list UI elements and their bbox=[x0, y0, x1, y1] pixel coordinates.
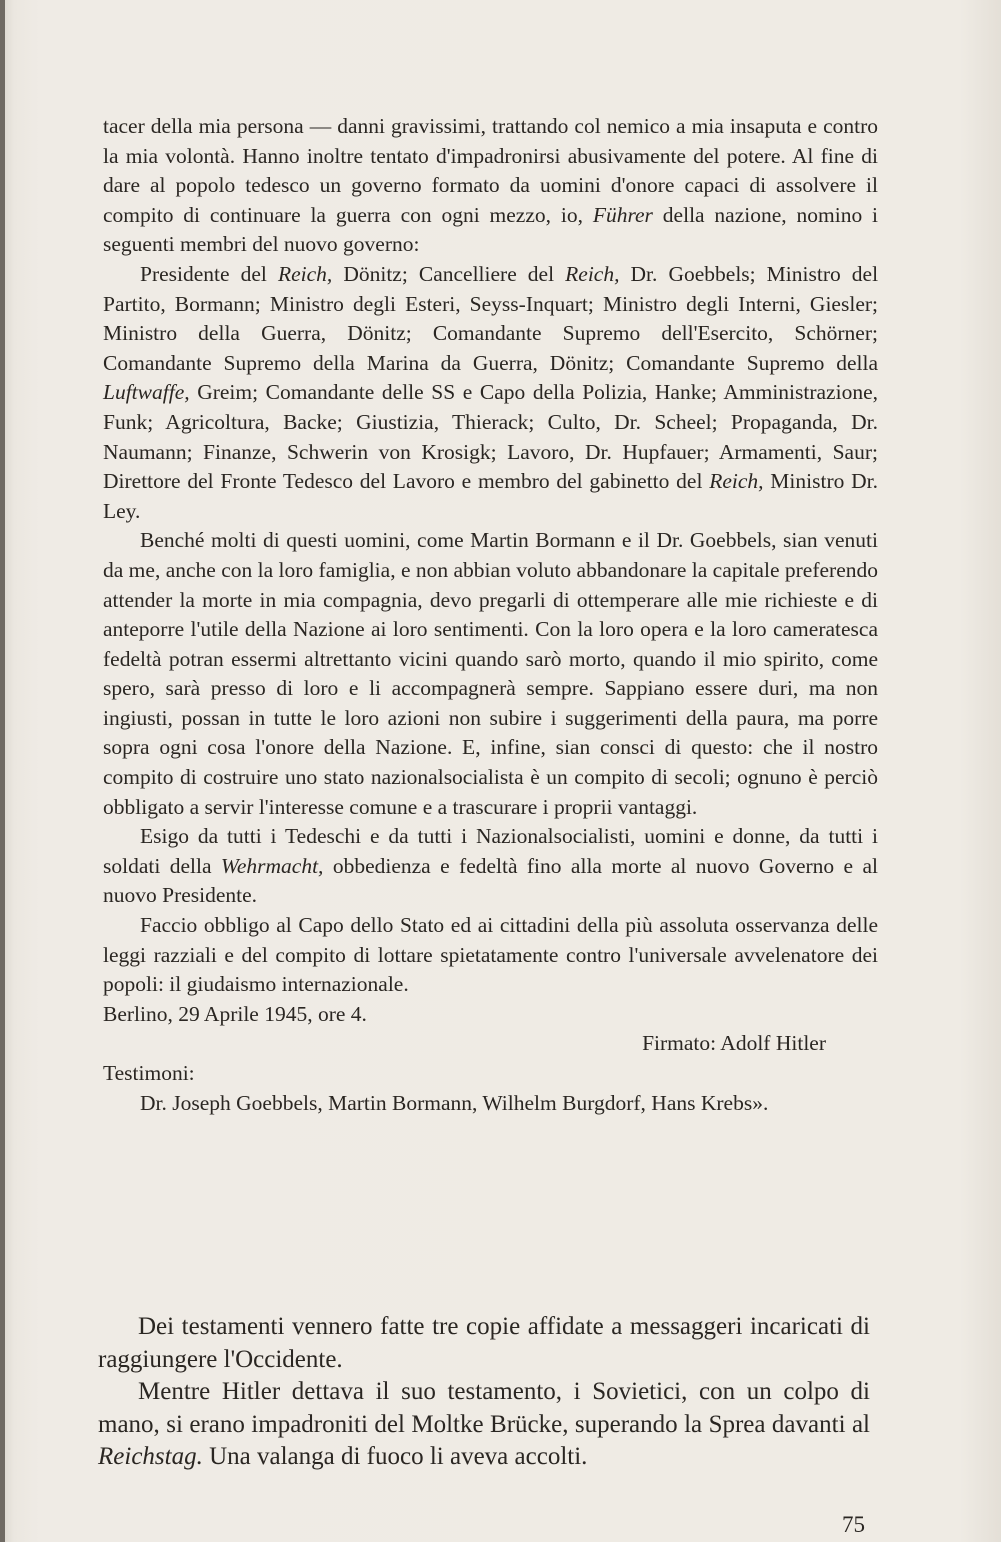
testament-paragraph-1: tacer della mia persona — danni gravissimi, trattando col nemico a mia insaputa e contro la mia volontà. Hanno inoltre tentato d'impadronirsi abusivamente del potere. Al fine di dare al popolo tedesco un governo formato da uomini d'onore capaci di assolvere il compito di continuare la guerra con ogni mezzo, io, Führer della nazione, nomino i seguenti membri del nuovo governo: bbox=[103, 114, 879, 257]
narrative-text bbox=[98, 1311, 870, 1474]
testament-paragraph-5: Faccio obbligo al Capo dello Stato ed ai cittadini della più assoluta osservanza delle leggi razziali e del compito di lottare spietatamente contro l'universale avvelenatore dei popoli: il giudaismo internazionale. bbox=[103, 913, 878, 997]
narrative-paragraph-1: Dei testamenti vennero fatte tre copie affidate a messaggeri incaricati di raggiungere l'Occidente. bbox=[98, 1313, 870, 1373]
testament-paragraph-4: Esigo da tutti i Tedeschi e da tutti i Nazionalsocialisti, uomini e donne, da tutti i soldati della Wehrmacht, obbedienza e fedeltà fino alla morte al nuovo Governo e al nuovo Presidente. bbox=[103, 824, 878, 908]
testament-text bbox=[103, 112, 878, 1118]
testament-date: Berlino, 29 Aprile 1945, ore 4. bbox=[103, 1001, 367, 1026]
page-number: 75 bbox=[842, 1512, 865, 1537]
testament-paragraph-2: Presidente del Reich, Dönitz; Cancelliere del Reich, Dr. Goebbels; Ministro del Partito, Bormann; Ministro degli Esteri, Seyss-Inquart; Ministro degli Interni, Giesler; Ministro della Guerra, Dönitz; Comandante Supremo dell'Esercito, Schörner; Comandante Supremo della Marina da Guerra, Dönitz; Comandante Supremo della Luftwaffe, Greim; Comandante delle SS e Capo della Polizia, Hanke; Amministrazione, Funk; Agricoltura, Backe; Giustizia, Thierack; Culto, Dr. Scheel; Propaganda, Dr. Naumann; Finanze, Schwerin von Krosigk; Lavoro, Dr. Hupfauer; Armamenti, Saur; Direttore del Fronte Tedesco del Lavoro e membro del gabinetto del Reich, Ministro Dr. Ley. bbox=[103, 261, 879, 523]
book-spine-shadow bbox=[0, 0, 5, 1542]
witnesses-names: Dr. Joseph Goebbels, Martin Bormann, Wilhelm Burgdorf, Hans Krebs». bbox=[140, 1090, 769, 1115]
testament-signature: Firmato: Adolf Hitler bbox=[642, 1031, 826, 1056]
narrative-paragraph-2: Mentre Hitler dettava il suo testamento, i Sovietici, con un colpo di mano, si erano impadroniti del Moltke Brücke, superando la Sprea davanti al Reichstag. Una valanga di fuoco li aveva accolti. bbox=[98, 1378, 870, 1470]
witnesses-label: Testimoni: bbox=[103, 1061, 195, 1085]
testament-paragraph-3: Benché molti di questi uomini, come Martin Bormann e il Dr. Goebbels, sian venuti da me, anche con la loro famiglia, e non abbian voluto abbandonare la capitale preferendo attender la morte in mia compagnia, devo pregarli di ottemperare alle mie richieste e di anteporre l'utile della Nazione ai loro sentimenti. Con la loro opera e la loro cameratesca fedeltà potran essermi altrettanto vicini quando sarò morto, quando il mio spirito, come spero, sarà presso di loro e li accompagnerà sempre. Sappiano essere duri, ma non ingiusti, possan in tutte le loro azioni non subire i suggerimenti della paura, ma porre sopra ogni cosa l'onore della Nazione. E, infine, sian consci di questo: che il nostro compito di costruire uno stato nazionalsocialista è un compito di secoli; ognuno è perciò obbligato a servir l'interesse comune e a trascurare i proprii vantaggi. bbox=[103, 528, 878, 819]
